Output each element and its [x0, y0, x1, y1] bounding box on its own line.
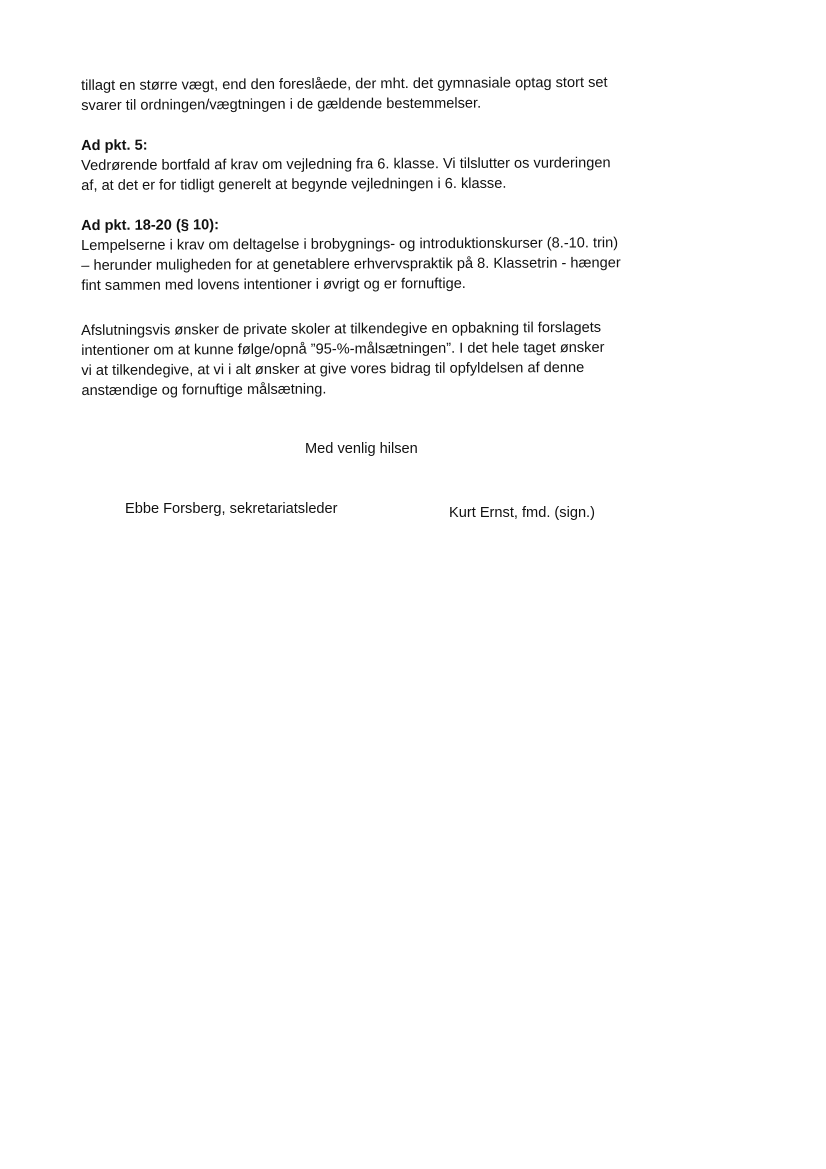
- text-line: af, at det er for tidligt generelt at begynde vejledningen i 6. klasse.: [81, 175, 507, 194]
- text-line: intentioner om at kunne følge/opnå ”95-%-målsætningen”. I det hele taget ønsker: [81, 339, 605, 359]
- text-line: – herunder muligheden for at genetablere erhvervspraktik på 8. Klassetrin - hænger: [81, 255, 621, 274]
- text-line: Vedrørende bortfald af krav om vejledning fra 6. klasse. Vi tilslutter os vurderingen: [81, 155, 611, 174]
- text-line: Lempelserne i krav om deltagelse i brobygnings- og introduktionskurser (8.-10. trin): [81, 235, 619, 254]
- paragraph-closing: [81, 317, 681, 401]
- text-line: Afslutningsvis ønsker de private skoler at tilkendegive en opbakning til forslagets: [81, 319, 602, 339]
- text-line: svarer til ordningen/vægtningen i de gældende bestemmelser.: [81, 95, 482, 114]
- text-line: tillagt en større vægt, end den foreslåede, der mht. det gymnasiale optag stort set: [81, 74, 608, 94]
- signature-secretariat-leader: Ebbe Forsberg, sekretariatsleder: [125, 501, 338, 517]
- text-line: vi at tilkendegive, at vi i alt ønsker at give vores bidrag til opfyldelsen af denne: [81, 359, 585, 379]
- section-heading: Ad pkt. 5:: [81, 137, 148, 154]
- section-heading: Ad pkt. 18-20 (§ 10):: [81, 217, 219, 234]
- closing-greeting: Med venlig hilsen: [305, 441, 418, 457]
- section-pkt-18-20: [81, 213, 681, 296]
- section-pkt-5: [81, 133, 681, 196]
- signature-chairman: Kurt Ernst, fmd. (sign.): [449, 505, 595, 521]
- paragraph-intro-continued: [81, 72, 681, 116]
- text-line: fint sammen med lovens intentioner i øvrigt og er fornuftige.: [81, 275, 466, 294]
- text-line: anstændige og fornuftige målsætning.: [81, 381, 327, 399]
